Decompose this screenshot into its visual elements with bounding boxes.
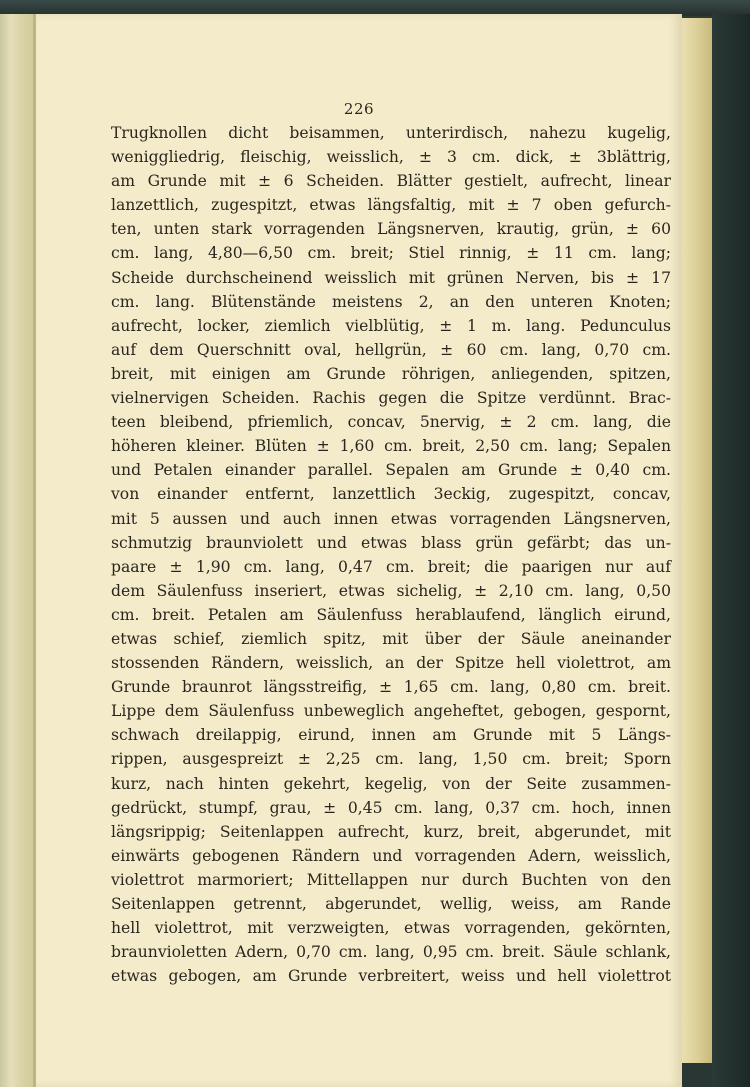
text-line: auf dem Querschnitt oval, hellgrün, ± 60 cm. lang, 0,70 cm. (111, 340, 671, 359)
text-line: von einander entfernt, lanzettlich 3eckig, zugespitzt, concav, (111, 485, 671, 504)
text-line: teen bleibend, pfriemlich, concav, 5nervig, ± 2 cm. lang, die (111, 413, 671, 432)
text-line: hell violettrot, mit verzweigten, etwas vorragenden, gekörnten, (111, 919, 671, 938)
text-line: schwach dreilappig, eirund, innen am Grunde mit 5 Längs- (111, 726, 671, 745)
text-line: und Petalen einander parallel. Sepalen am Grunde ± 0,40 cm. (111, 461, 671, 480)
page-edge-stack (682, 18, 712, 1063)
text-line: Trugknollen dicht beisammen, unterirdisch, nahezu kugelig, (111, 124, 671, 142)
text-line: cm. lang. Blütenstände meistens 2, an den unteren Knoten; (111, 292, 671, 311)
text-line: einwärts gebogenen Rändern und vorragenden Adern, weisslich, (111, 846, 671, 865)
text-line: Scheide durchscheinend weisslich mit grünen Nerven, bis ± 17 (111, 268, 671, 287)
text-line: paare ± 1,90 cm. lang, 0,47 cm. breit; die paarigen nur auf (111, 557, 671, 576)
text-line: am Grunde mit ± 6 Scheiden. Blätter gestielt, aufrecht, linear (111, 172, 671, 191)
text-line: höheren kleiner. Blüten ± 1,60 cm. breit, 2,50 cm. lang; Sepalen (111, 437, 671, 456)
text-line: lanzettlich, zugespitzt, etwas längsfaltig, mit ± 7 oben gefurch- (111, 196, 671, 215)
text-line: mit 5 aussen und auch innen etwas vorragenden Längsnerven, (111, 509, 671, 528)
text-line: schmutzig braunviolett und etwas blass grün gefärbt; das un- (111, 533, 671, 552)
binding-bottom (682, 1063, 712, 1087)
text-line: aufrecht, locker, ziemlich vielblütig, ± 1 m. lang. Pedunculus (111, 316, 671, 335)
text-line: dem Säulenfuss inseriert, etwas sichelig, ± 2,10 cm. lang, 0,50 (111, 581, 671, 600)
text-line: kurz, nach hinten gekehrt, kegelig, von der Seite zusammen- (111, 774, 671, 793)
text-line: braunvioletten Adern, 0,70 cm. lang, 0,95 cm. breit. Säule schlank, (111, 943, 671, 962)
text-line: stossenden Rändern, weisslich, an der Spitze hell violettrot, am (111, 654, 671, 673)
text-line: etwas schief, ziemlich spitz, mit über der Säule aneinander (111, 629, 671, 648)
page-text (111, 121, 671, 988)
text-line: Lippe dem Säulenfuss unbeweglich angeheftet, gebogen, gespornt, (111, 702, 671, 721)
text-line: etwas gebogen, am Grunde verbreitert, weiss und hell violettrot (111, 967, 671, 986)
text-line: ten, unten stark vorragenden Längsnerven, krautig, grün, ± 60 (111, 220, 671, 239)
book-cover-edge (712, 14, 750, 1087)
text-line: weniggliedrig, fleischig, weisslich, ± 3 cm. dick, ± 3blättrig, (111, 148, 671, 167)
text-line: vielnervigen Scheiden. Rachis gegen die Spitze verdünnt. Brac- (111, 389, 671, 408)
text-line: rippen, ausgespreizt ± 2,25 cm. lang, 1,50 cm. breit; Sporn (111, 750, 671, 769)
text-line: cm. lang, 4,80—6,50 cm. breit; Stiel rinnig, ± 11 cm. lang; (111, 244, 671, 263)
book-gutter (0, 14, 36, 1087)
text-line: gedrückt, stumpf, grau, ± 0,45 cm. lang, 0,37 cm. hoch, innen (111, 798, 671, 817)
text-line: breit, mit einigen am Grunde röhrigen, anliegenden, spitzen, (111, 364, 671, 383)
text-line: cm. breit. Petalen am Säulenfuss herablaufend, länglich eirund, (111, 605, 671, 624)
text-line: längsrippig; Seitenlappen aufrecht, kurz, breit, abgerundet, mit (111, 822, 671, 841)
text-line: violettrot marmoriert; Mittellappen nur durch Buchten von den (111, 870, 671, 889)
text-line: Grunde braunrot längsstreifig, ± 1,65 cm. lang, 0,80 cm. breit. (111, 678, 671, 697)
text-line: Seitenlappen getrennt, abgerundet, wellig, weiss, am Rande (111, 895, 671, 913)
page-number: 226 (343, 100, 375, 118)
